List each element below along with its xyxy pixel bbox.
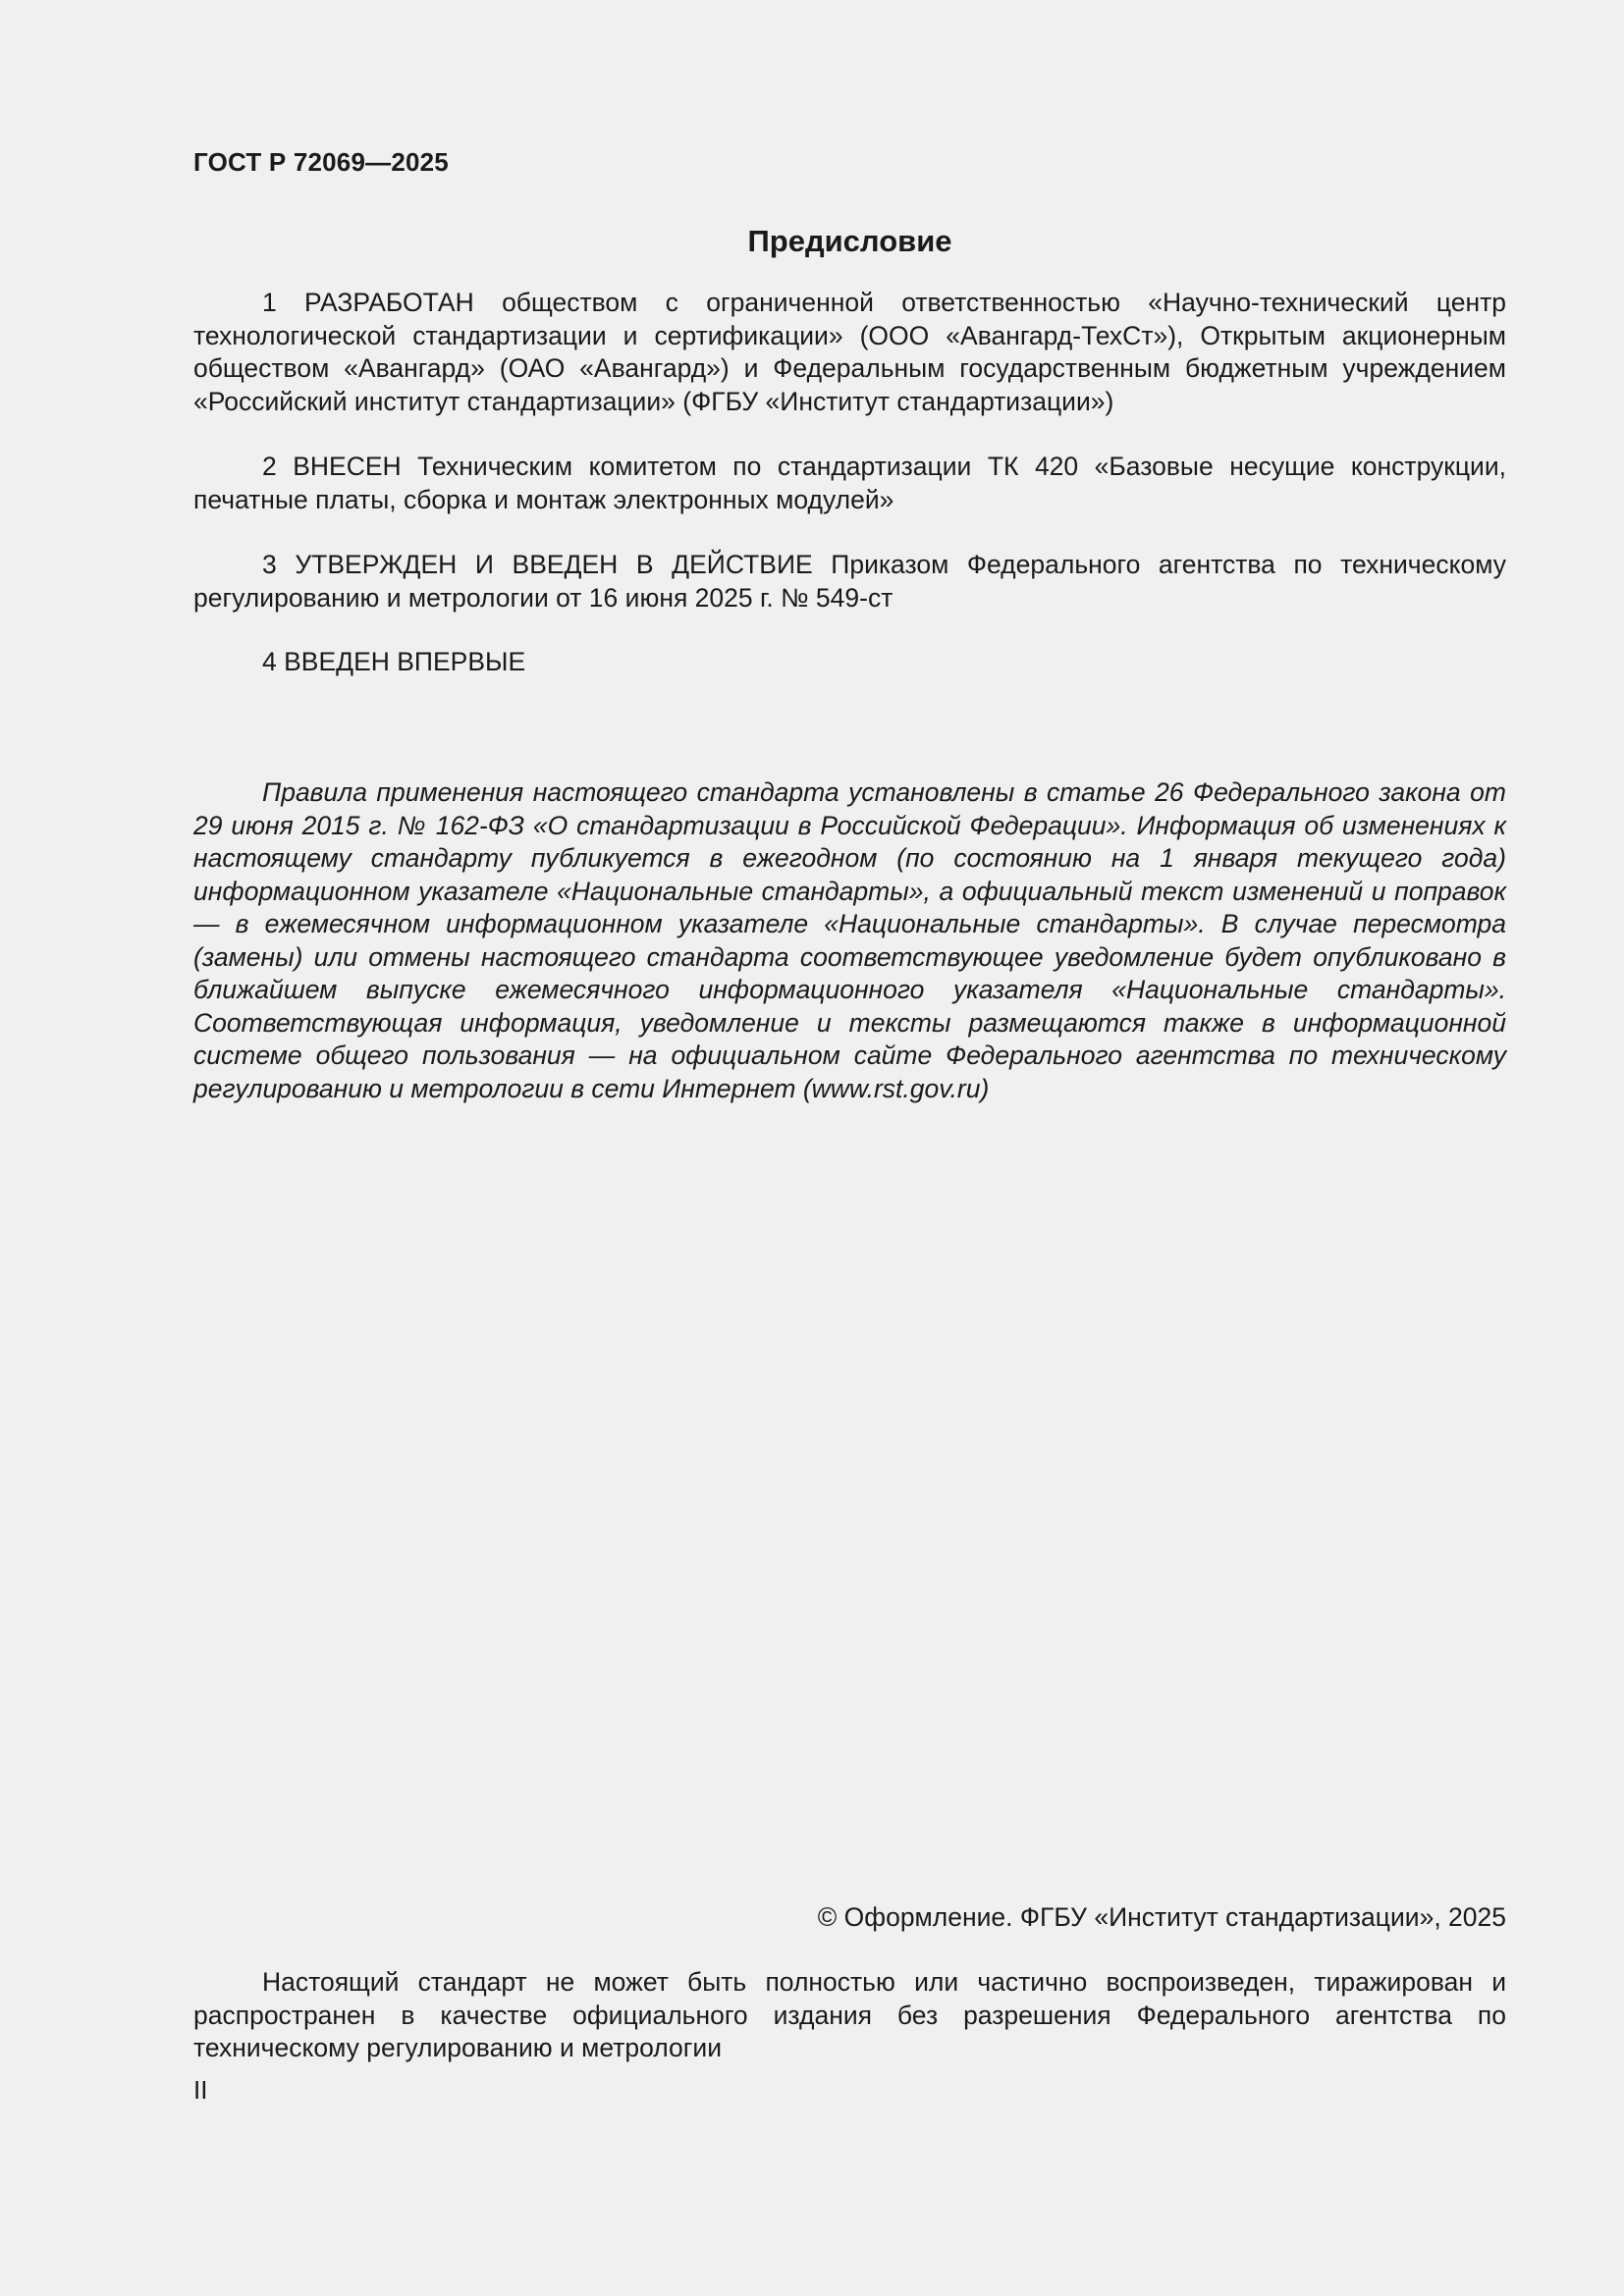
paragraph-first-introduced: 4 ВВЕДЕН ВПЕРВЫЕ: [262, 647, 526, 676]
reproduction-notice: Настоящий стандарт не может быть полностью или частично воспроизведен, тиражирован и распространен в качестве официального издания без разрешения Федерального агентства по техническому регулированию и метрологии: [193, 1967, 1506, 2062]
paragraph-approved: 3 УТВЕРЖДЕН И ВВЕДЕН В ДЕЙСТВИЕ Приказом Федерального агентства по техническому регулированию и метрологии от 16 июня 2025 г. № 549-ст: [193, 550, 1506, 613]
paragraph-application-rules: Правила применения настоящего стандарта установлены в статье 26 Федерального закона от 29 июня 2015 г. № 162-ФЗ «О стандартизации в Российской Федерации». Информация об изменениях к настоящему стандарту публикуется в ежегодном (по состоянию на 1 января текущего года) информационном указателе «Национальные стандарты», а официальный текст изменений и поправок — в ежемесячном информационном указателе «Национальные стандарты». В случае пересмотра (замены) или отмены настоящего стандарта соответствующее уведомление будет опубликовано в ближайшем выпуске ежемесячного информационного указателя «Национальные стандарты». Соответствующая информация, уведомление и тексты размещаются также в информационной системе общего пользования — на официальном сайте Федерального агентства по техническому регулированию и метрологии в сети Интернет (www.rst.gov.ru): [193, 777, 1506, 1103]
paragraph-introduced-by: 2 ВНЕСЕН Техническим комитетом по стандартизации ТК 420 «Базовые несущие конструкции, печатные платы, сборка и монтаж электронных модулей»: [193, 452, 1506, 514]
paragraph-developed-by: 1 РАЗРАБОТАН обществом с ограниченной ответственностью «Научно-технический центр технологической стандартизации и сертификации» (ООО «Авангард-ТехСт»), Открытым акционерным обществом «Авангард» (ОАО «Авангард») и Федеральным государственным бюджетным учреждением «Российский институт стандартизации» (ФГБУ «Институт стандартизации»): [193, 288, 1506, 416]
page-title: Предисловие: [747, 224, 952, 258]
document-code: ГОСТ Р 72069—2025: [193, 147, 449, 177]
page-number: II: [193, 2075, 208, 2105]
copyright-line: © Оформление. ФГБУ «Институт стандартизации», 2025: [817, 1902, 1506, 1932]
